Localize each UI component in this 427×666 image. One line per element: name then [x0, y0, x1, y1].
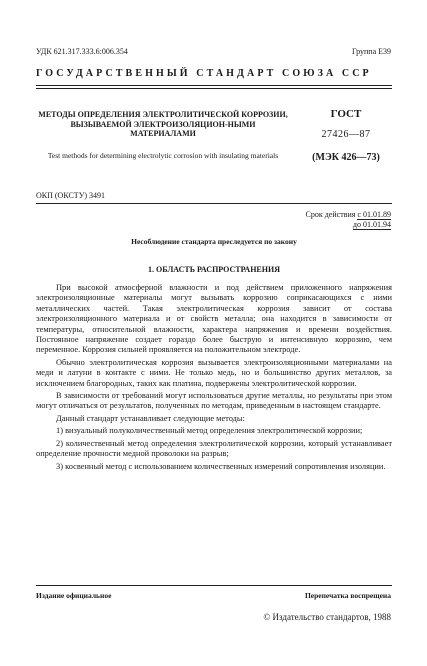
section-body — [36, 283, 392, 474]
validity-term — [306, 210, 391, 229]
group-code: Группа Е39 — [351, 47, 391, 56]
standard-banner: ГОСУДАРСТВЕННЫЙ СТАНДАРТ СОЮЗА ССР — [36, 68, 372, 79]
paragraph: При высокой атмосферной влажности и под действием приложенного напряжения электроизоляционные материалы могут вызывать коррозию соприкасающихся с ними металлических частей. Такая электролитическая коррозия зависит от состава электроизоляционного материала и от свойств металла; она находится в зависимости от температуры, относительной влажности, характера напряжения и времени воздействия. Постоянное напряжение создает гораздо более быструю и интенсивную коррозию, чем переменное. Коррозия сильней проявляется на положительном электроде. — [36, 283, 392, 355]
okp-code: ОКП (ОКСТУ) 3491 — [36, 191, 106, 200]
reprint-notice: Перепечатка воспрещена — [304, 591, 391, 600]
list-item: 3) косвенный метод с использованием количественных измерений сопротивления изоляции. — [56, 461, 386, 471]
paragraph: В зависимости от требований могут использоваться другие металлы, но результаты при этом могут отличаться от результатов, полученных по методам, приведенным в настоящем стандарте. — [36, 391, 392, 411]
noncompliance-note: Несоблюдение стандарта преследуется по закону — [131, 237, 297, 246]
term-from: с 01.01.89 — [357, 210, 391, 219]
mid-rule — [36, 203, 392, 204]
term-to: до 01.01.94 — [352, 219, 391, 229]
top-rule-thin — [36, 88, 392, 89]
paragraph: Обычно электролитическая коррозия вызывается электроизоляционными материалами на меди и латуни в контакте с ними. Не только медь, но и большинство других металлов, за исключением благородных, таких как платина, подвержены электролитической коррозии. — [36, 357, 392, 388]
english-title: Test methods for determining electrolytic corrosion with insulating materials — [47, 151, 279, 160]
bottom-rule — [36, 585, 392, 586]
term-label: Срок действия — [305, 210, 356, 219]
gost-number: 27426—87 — [321, 129, 371, 140]
gost-label: ГОСТ — [330, 108, 362, 120]
document-title: МЕТОДЫ ОПРЕДЕЛЕНИЯ ЭЛЕКТРОЛИТИЧЕСКОЙ КОРРОЗИИ, ВЫЗЫВАЕМОЙ ЭЛЕКТРОИЗОЛЯЦИОН-НЫМИ МАТЕРИАЛАМИ — [38, 110, 288, 138]
list-item: 1) визуальный полуколичественный метод определения электролитической коррозии; — [56, 426, 363, 436]
copyright: © Издательство стандартов, 1988 — [263, 612, 391, 622]
paragraph: Данный стандарт устанавливает следующие методы: — [56, 413, 245, 423]
udk-code: УДК 621.317.333.6:006.354 — [36, 47, 128, 56]
official-edition: Издание официальное — [36, 591, 112, 600]
list-item: 2) количественный метод определения электролитической коррозии, который устанавливает определение прочности медной проволоки на разрыв; — [36, 438, 392, 459]
iec-reference: (МЭК 426—73) — [312, 152, 380, 163]
top-rule — [36, 85, 392, 86]
section-heading: 1. ОБЛАСТЬ РАСПРОСТРАНЕНИЯ — [148, 265, 280, 274]
